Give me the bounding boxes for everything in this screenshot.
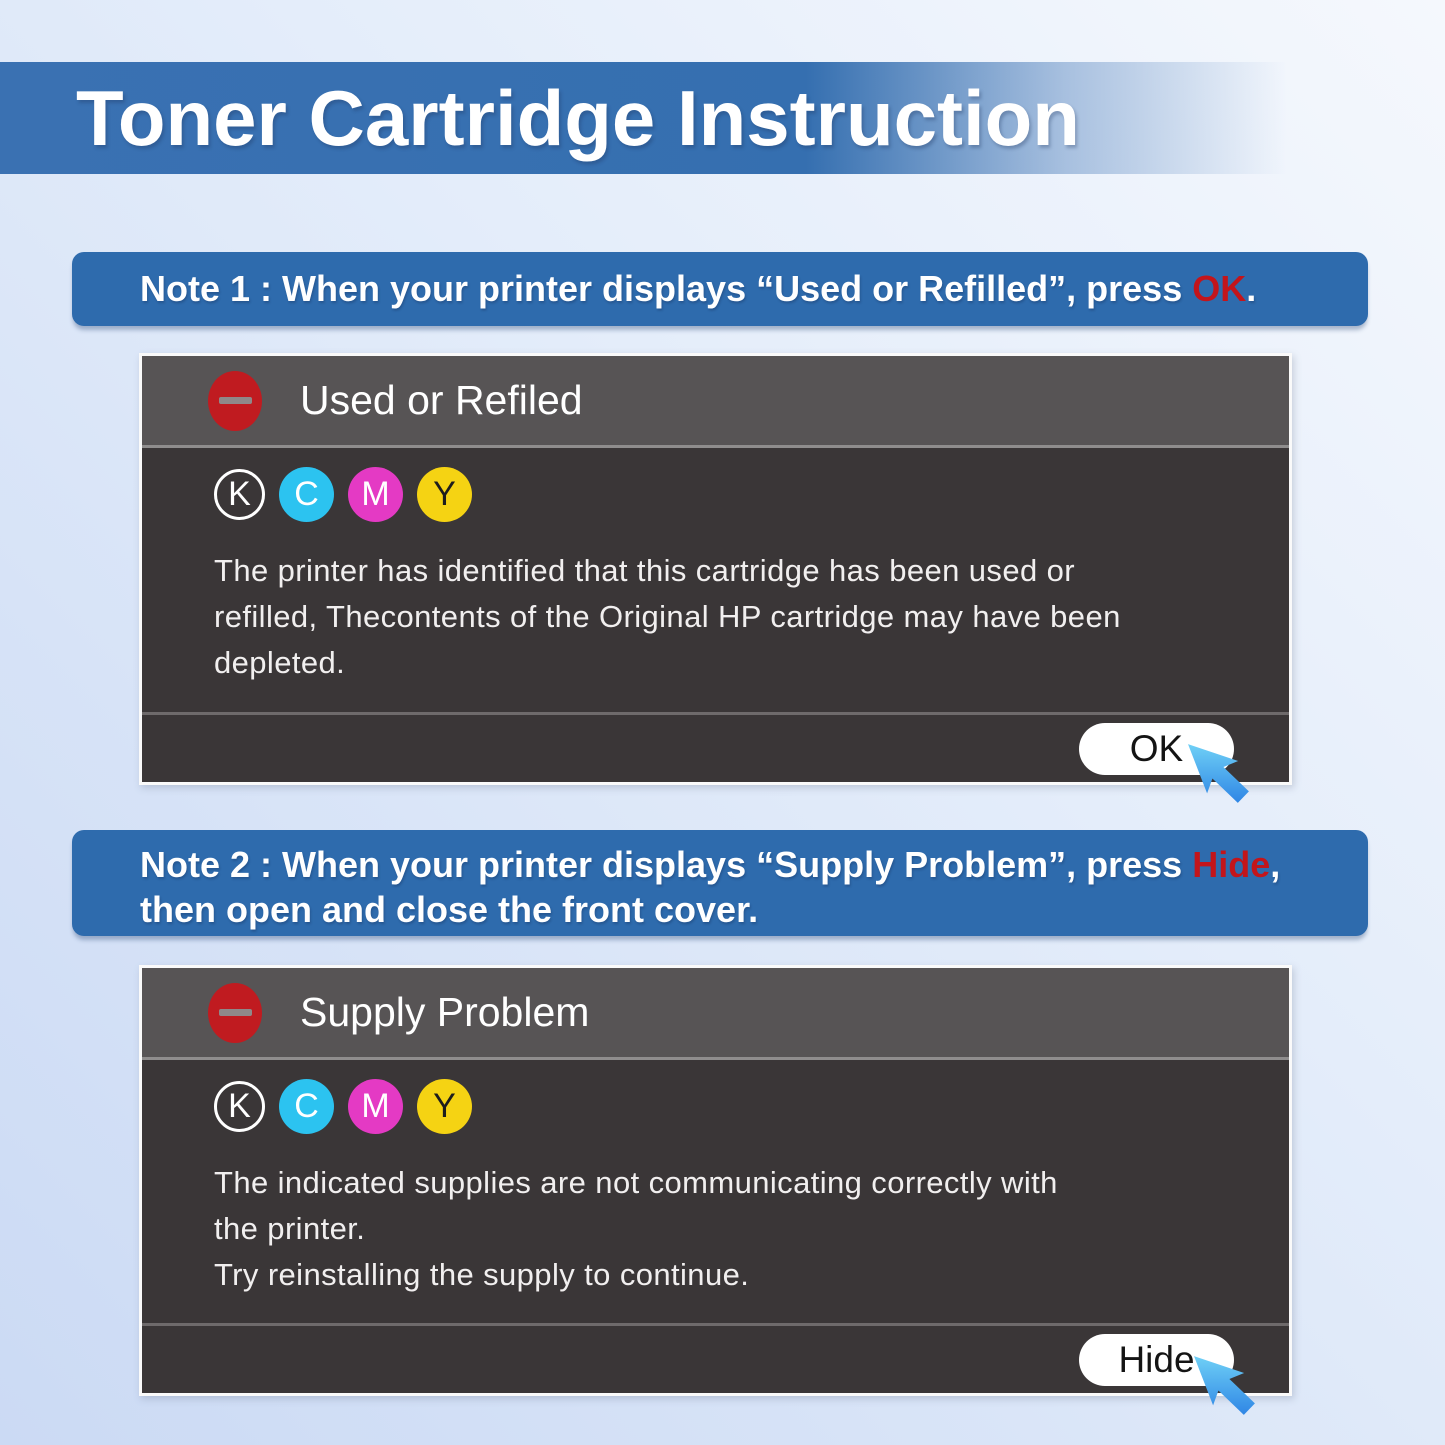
hide-button[interactable]: Hide	[1079, 1334, 1234, 1386]
note-2-highlight: Hide	[1192, 844, 1271, 885]
minus-glyph	[219, 1009, 252, 1016]
page-title-banner	[0, 62, 1300, 174]
cursor-pointer-icon	[1188, 744, 1252, 806]
screen1-header	[142, 356, 1289, 448]
note-1-prefix: Note 1 : When your printer displays “Used or Refilled”, press	[140, 268, 1193, 309]
toner-cyan-icon: C	[279, 1079, 334, 1134]
note-1-highlight: OK	[1192, 268, 1247, 309]
message-line: Try reinstalling the supply to continue.	[214, 1257, 750, 1292]
error-minus-icon	[208, 371, 262, 431]
screen1-title: Used or Refiled	[300, 377, 583, 423]
note-2-suffix: ,	[1270, 844, 1281, 885]
screen2-title: Supply Problem	[300, 989, 590, 1035]
message-line: The indicated supplies are not communicating correctly with	[214, 1165, 1058, 1200]
note-2-bar	[72, 830, 1368, 936]
toner-yellow-icon: Y	[417, 1079, 472, 1134]
toner-status-row	[214, 467, 1219, 522]
screen1-footer	[142, 712, 1289, 782]
screen1-message	[214, 548, 1219, 686]
printer-screen-used-or-refilled	[139, 353, 1292, 785]
error-minus-icon	[208, 983, 262, 1043]
ok-button[interactable]: OK	[1079, 723, 1234, 775]
toner-yellow-icon: Y	[417, 467, 472, 522]
toner-magenta-icon: M	[348, 1079, 403, 1134]
note-2-prefix: Note 2 : When your printer displays “Supply Problem”, press	[140, 844, 1193, 885]
message-line: depleted.	[214, 645, 346, 680]
screen2-body	[142, 1060, 1289, 1323]
note-1-bar	[72, 252, 1368, 326]
toner-black-icon: K	[214, 469, 265, 520]
minus-glyph	[219, 397, 252, 404]
note-2-text-line2: then open and close the front cover.	[140, 889, 759, 930]
message-line: the printer.	[214, 1211, 366, 1246]
screen2-header	[142, 968, 1289, 1060]
screen2-footer	[142, 1323, 1289, 1393]
note-2-text-line1	[140, 842, 1338, 887]
cursor-pointer-icon	[1194, 1356, 1258, 1418]
message-line: refilled, Thecontents of the Original HP cartridge may have been	[214, 599, 1121, 634]
printer-screen-supply-problem	[139, 965, 1292, 1396]
note-1-text	[140, 268, 1256, 310]
screen2-message	[214, 1160, 1219, 1298]
page-title: Toner Cartridge Instruction	[76, 73, 1080, 162]
message-line: The printer has identified that this cartridge has been used or	[214, 553, 1075, 588]
note-1-suffix: .	[1246, 268, 1257, 309]
screen1-body	[142, 448, 1289, 712]
toner-magenta-icon: M	[348, 467, 403, 522]
toner-black-icon: K	[214, 1081, 265, 1132]
toner-cyan-icon: C	[279, 467, 334, 522]
toner-status-row	[214, 1079, 1219, 1134]
